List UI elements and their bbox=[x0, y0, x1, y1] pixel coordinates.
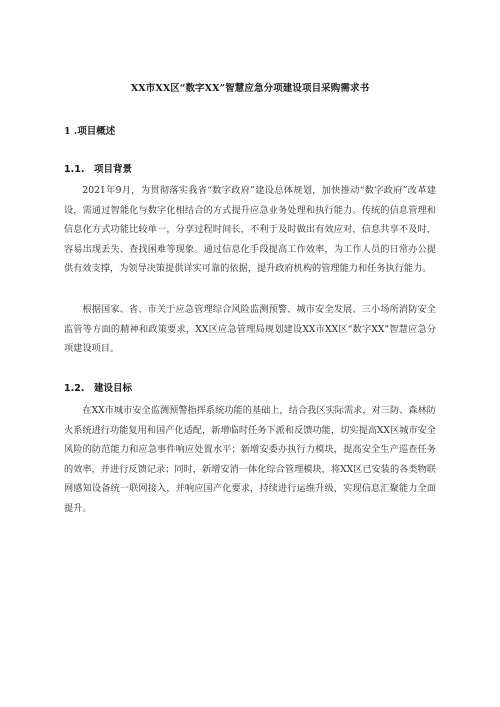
document-title: XX市XX区“数字XX”智慧应急分项建设项目采购需求书 bbox=[130, 83, 370, 94]
subsection-number: 1.2. bbox=[64, 383, 85, 394]
subsection-number: 1.1. bbox=[64, 164, 85, 175]
subsection-heading-goals bbox=[64, 380, 132, 394]
subsection-title: 项目背景 bbox=[94, 164, 133, 175]
paragraph-background-1: 2021年9月，为贯彻落实我省“数字政府”建设总体规划，加快推动“数字政府”改革建设，需通过智能化与数字化相结合的方式提升应急业务处理和执行能力。传统的信息管理和信息化方式功能比较单一，分享过程时间长，不利于及时做出有效应对，信息共享不及时，容易出现丢失、查找困难等现象。通过信息化手段提高工作效率，为工作人员的日常办公提供有效支撑，为领导决策提供详实可靠的依据，提升政府机构的管理能力和任务执行能力。 bbox=[64, 185, 436, 275]
paragraph-goals-1: 在XX市城市安全监测预警指挥系统功能的基础上，结合我区实际需求，对三防、森林防火系统进行功能复用和国产化适配，新增临时任务下派和反馈功能，切实提高XX区城市安全风险的防范能力和应急事件响应处置水平；新增安委办执行力模块，提高安全生产巡查任务的效率，并进行反馈记录；同时，新增安消一体化综合管理模块，将XX区已安装的各类物联网感知设备统一联网接入，并响应国产化要求，持续进行运维升级，实现信息汇聚能力全面提升。 bbox=[64, 405, 436, 514]
subsection-title: 建设目标 bbox=[94, 383, 133, 394]
paragraph-background-2: 根据国家、省、市关于应急管理综合风险监测预警、城市安全发展、三小场所消防安全监管等方面的精神和政策要求，XX区应急管理局规划建设XX市XX区“数字XX”智慧应急分项建设项目。 bbox=[64, 304, 436, 355]
section-heading-overview: 1 .项目概述 bbox=[64, 126, 116, 137]
subsection-heading-background bbox=[64, 161, 132, 175]
